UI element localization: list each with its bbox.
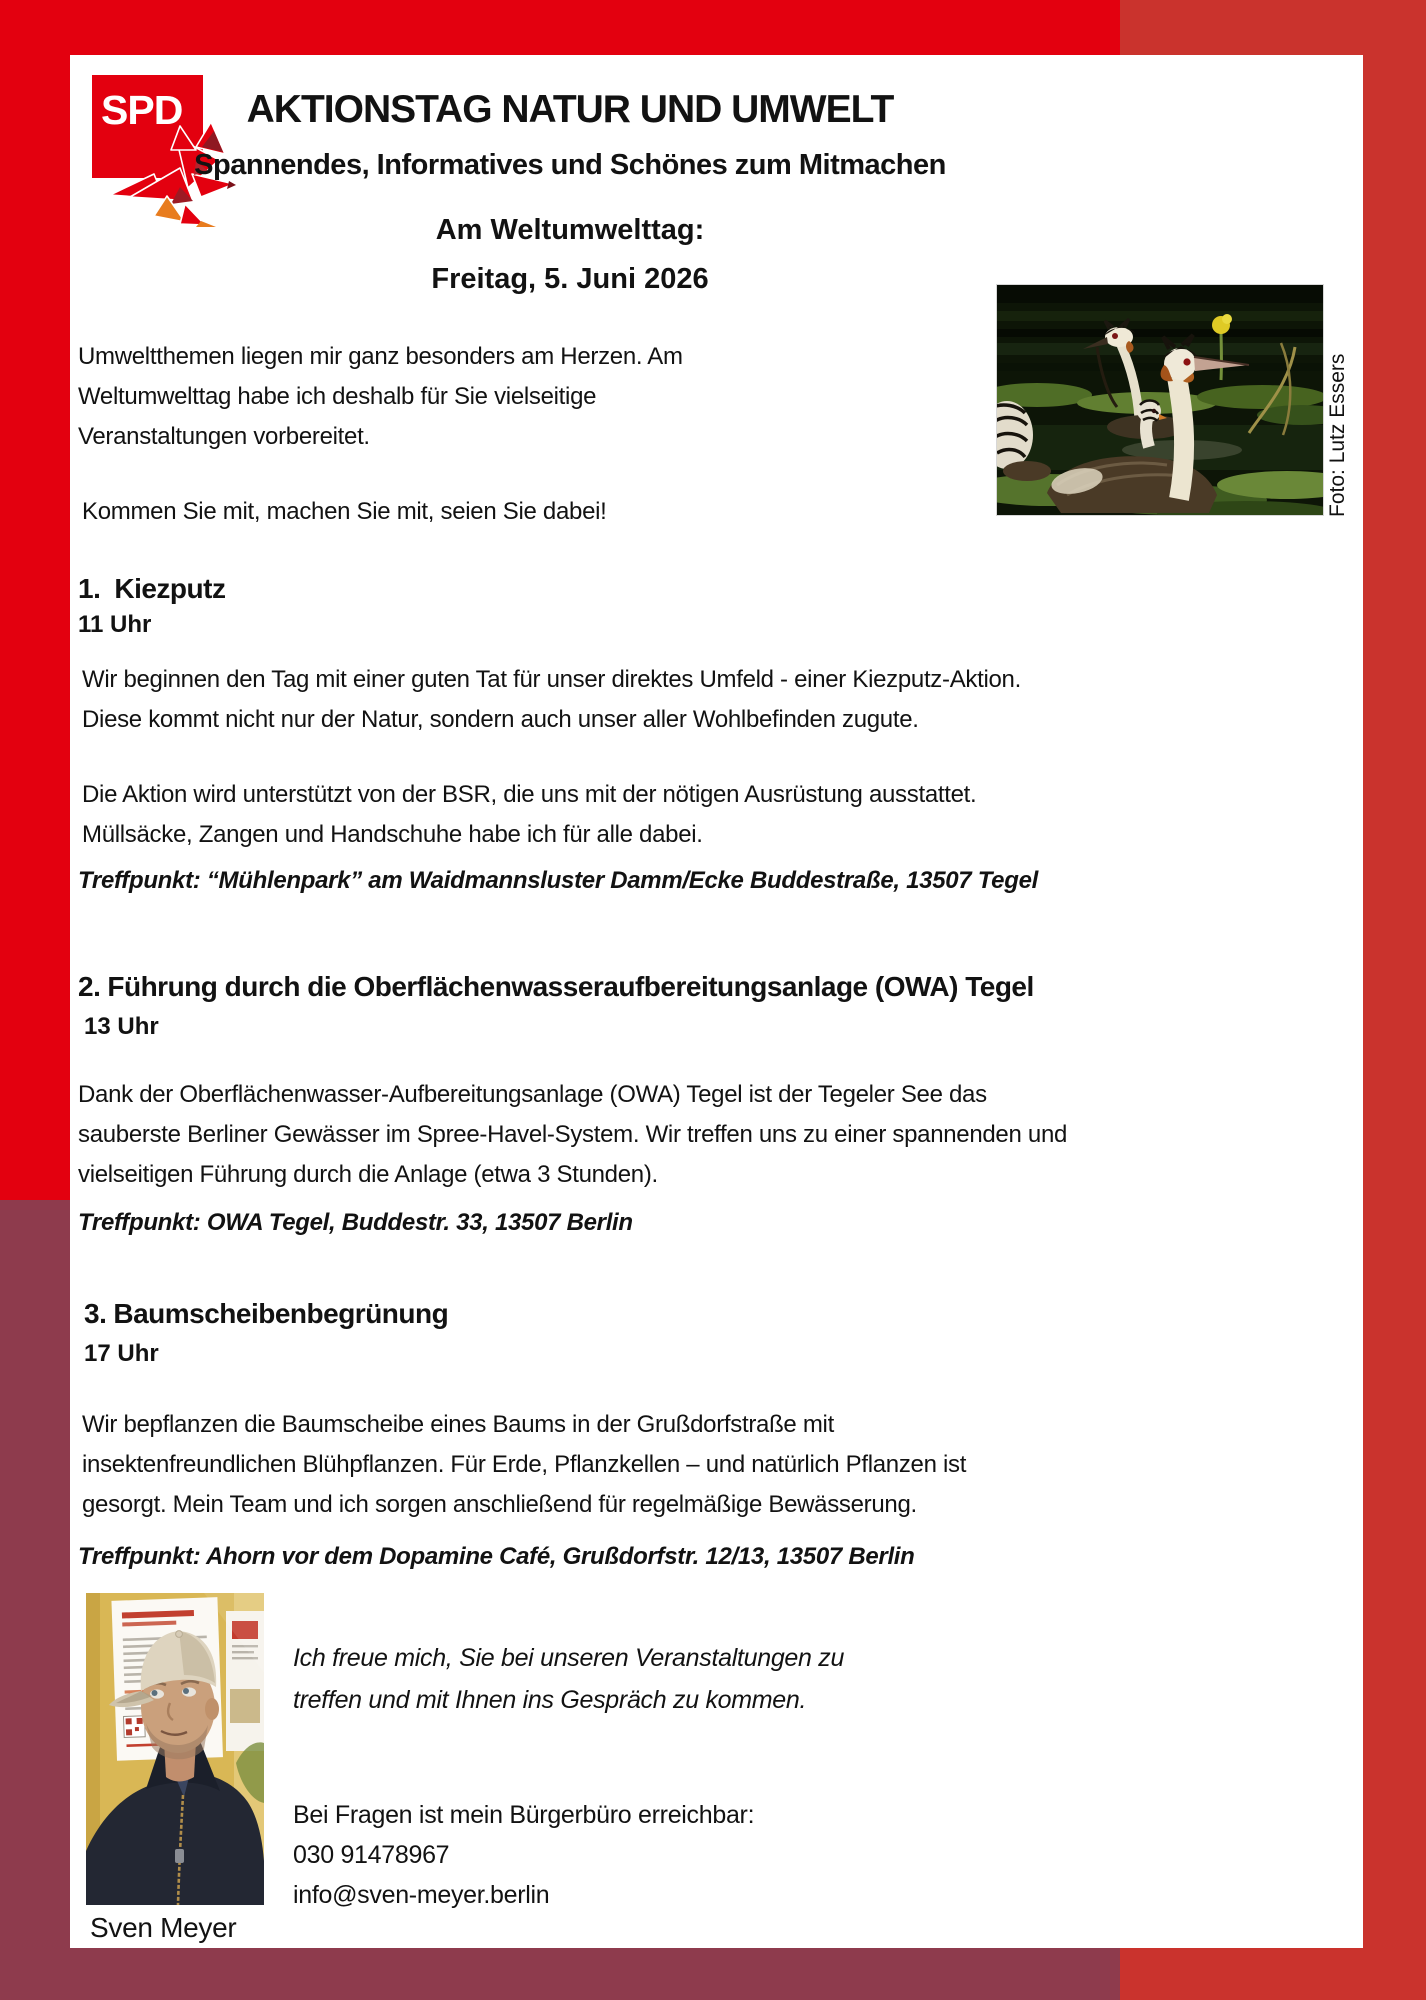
section-1-time: 11 Uhr [78, 611, 152, 638]
section-3-title: Baumscheibenbegrünung [113, 1298, 449, 1329]
event-day-label: Am Weltumwelttag: [435, 213, 705, 246]
portrait-photo [86, 1593, 264, 1905]
section-1-title: Kiezputz [114, 573, 226, 604]
section-2-title: Führung durch die Oberflächenwasseraufbereitungsanlage (OWA) Tegel [107, 971, 1034, 1002]
footer-contact [293, 1795, 933, 1915]
grebes-photo [997, 285, 1323, 515]
flyer-header [190, 89, 950, 296]
section-1-number: 1. [78, 573, 101, 604]
footer-message: Ich freue mich, Sie bei unseren Veranstaltungen zu treffen und mit Ihnen ins Gespräch zu kommen. [293, 1644, 845, 1714]
section-2-time: 13 Uhr [84, 1013, 159, 1040]
section-3-paragraph-1: Wir bepflanzen die Baumscheibe eines Baums in der Grußdorfstraße mit insektenfreundlichen Blühpflanzen. Für Erde, Pflanzkellen – und natürlich Pflanzen ist gesorgt. Mein Team und ich sorgen anschließend für regelmäßige Bewässerung. [82, 1411, 967, 1518]
contact-email: info@sven-meyer.berlin [293, 1881, 550, 1909]
section-2-heading [78, 971, 1034, 1003]
section-1-meeting-point: Treffpunkt: “Mühlenpark” am Waidmannsluster Damm/Ecke Buddestraße, 13507 Tegel [78, 867, 1039, 894]
intro-call-to-action: Kommen Sie mit, machen Sie mit, seien Sie dabei! [82, 498, 607, 525]
section-2-paragraph-1: Dank der Oberflächenwasser-Aufbereitungsanlage (OWA) Tegel ist der Tegeler See das sauberste Berliner Gewässer im Spree-Havel-System. Wir treffen uns zu einer spannenden und vielseitigen Führung durch die Anlage (etwa 3 Stunden). [78, 1081, 1068, 1188]
section-2-number: 2. [78, 971, 101, 1002]
page-subtitle: Spannendes, Informatives und Schönes zum Mitmachen [194, 148, 946, 181]
section-3-time: 17 Uhr [84, 1340, 159, 1367]
section-3-number: 3. [84, 1298, 107, 1329]
intro-paragraph: Umweltthemen liegen mir ganz besonders am Herzen. Am Weltumwelttag habe ich deshalb für Sie vielseitige Veranstaltungen vorbereitet. [78, 343, 683, 450]
contact-intro: Bei Fragen ist mein Bürgerbüro erreichbar: [293, 1801, 755, 1829]
section-3-meeting-point: Treffpunkt: Ahorn vor dem Dopamine Café, Grußdorfstr. 12/13, 13507 Berlin [78, 1543, 915, 1570]
section-3-heading [84, 1298, 448, 1330]
contact-phone: 030 91478967 [293, 1841, 450, 1869]
event-date: Freitag, 5. Juni 2026 [431, 262, 709, 295]
section-1-paragraph-1: Wir beginnen den Tag mit einer guten Tat für unser direktes Umfeld - einer Kiezputz-Aktion. Diese kommt nicht nur der Natur, sondern auch unser aller Wohlbefinden zugute. [82, 666, 1021, 733]
flyer-content-panel [70, 55, 1363, 1948]
section-1-paragraph-2: Die Aktion wird unterstützt von der BSR, die uns mit der nötigen Ausrüstung ausstattet. Müllsäcke, Zangen und Handschuhe habe ich für alle dabei. [82, 781, 977, 848]
portrait-caption: Sven Meyer [90, 1912, 237, 1943]
section-2-meeting-point: Treffpunkt: OWA Tegel, Buddestr. 33, 13507 Berlin [78, 1209, 633, 1236]
section-1-heading [78, 573, 225, 605]
page-title: AKTIONSTAG NATUR UND UMWELT [246, 88, 894, 131]
spd-logo-text: SPD [101, 87, 183, 133]
photo-credit: Foto: Lutz Essers [1326, 353, 1349, 517]
